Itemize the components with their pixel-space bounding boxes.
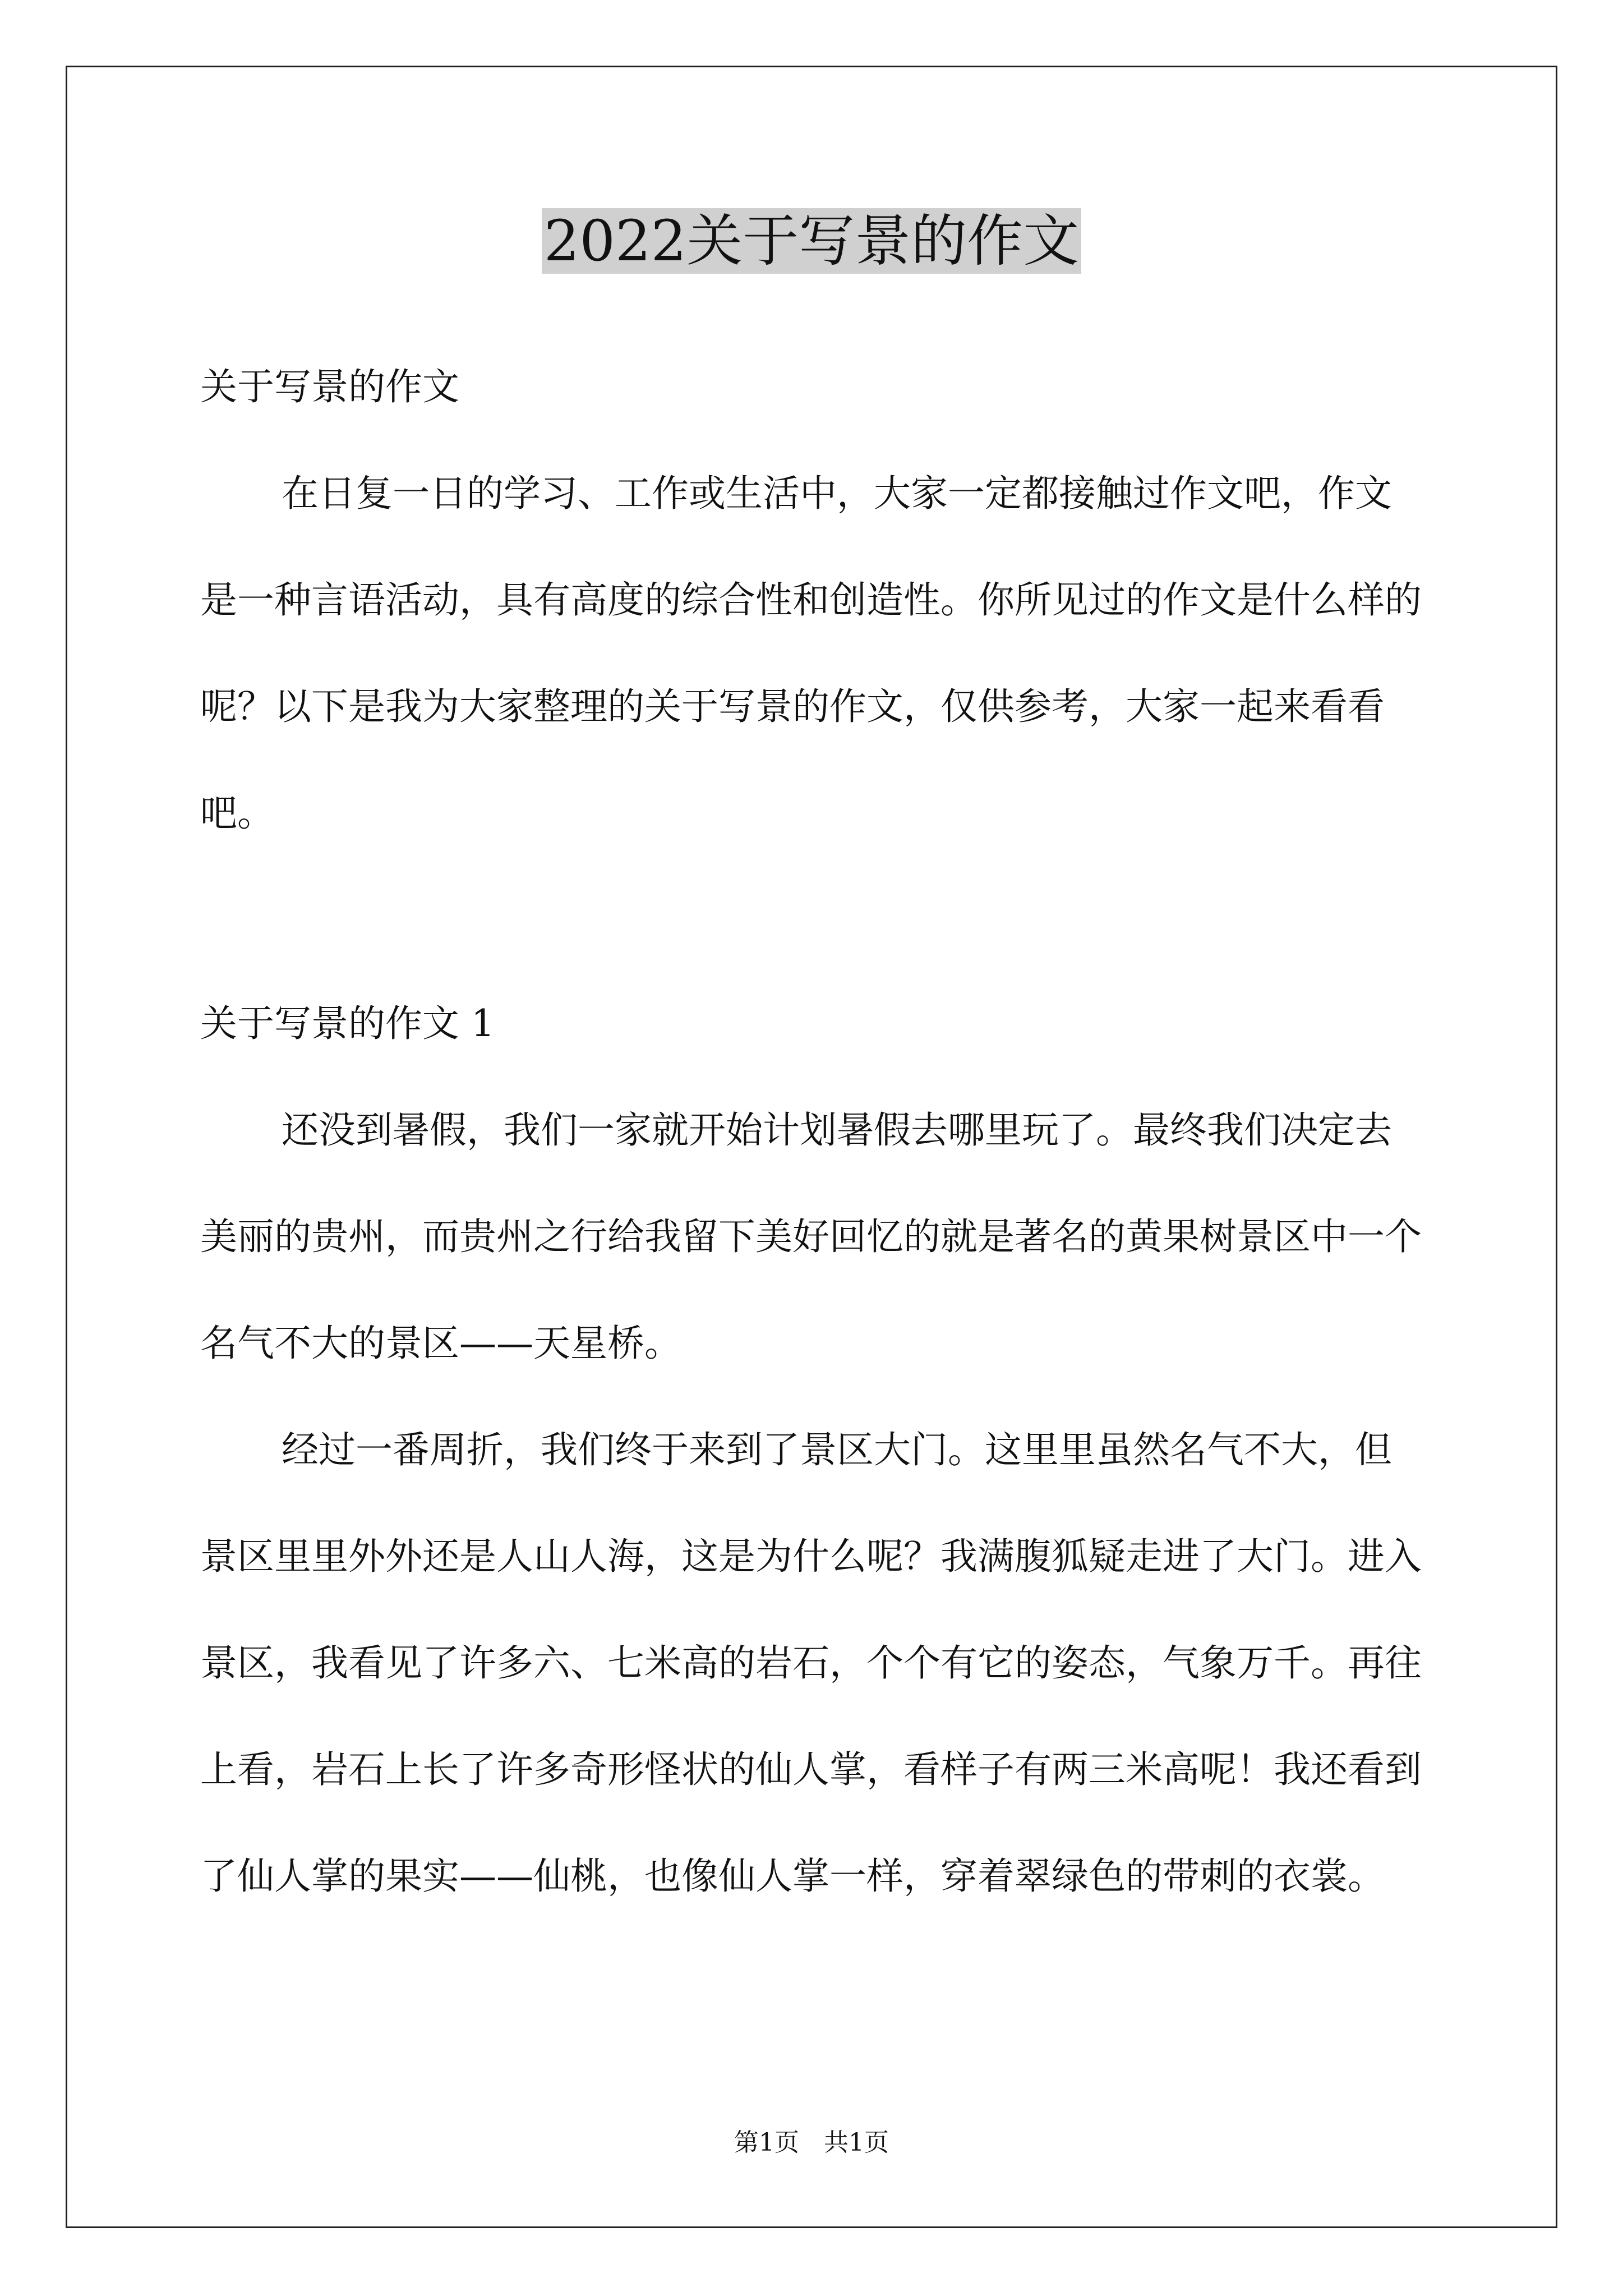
body-paragraph-1: 还没到暑假，我们一家就开始计划暑假去哪里玩了。最终我们决定去美丽的贵州，而贵州之行给我留下美好回忆的就是著名的黄果树景区中一个名气不大的景区——天星桥。 [200,1108,1422,1365]
intro-block [200,334,1423,867]
page-number: 第1页 共1页 [734,2128,889,2157]
section-1 [200,970,1423,1930]
intro-paragraph: 在日复一日的学习、工作或生活中，大家一定都接触过作文吧，作文是一种言语活动，具有高度的综合性和创造性。你所见过的作文是什么样的呢？以下是我为大家整理的关于写景的作文，仅供参考，大家一起来看看吧。 [200,472,1422,835]
section-heading: 关于写景的作文 1 [200,1002,495,1045]
document-title-text: 2022关于写景的作文 [542,208,1082,274]
document-title [0,205,1623,278]
page-footer [0,2126,1623,2160]
body-paragraph-2: 经过一番周折，我们终于来到了景区大门。这里里虽然名气不大，但景区里里外外还是人山人海，这是为什么呢？我满腹狐疑走进了大门。进入景区，我看见了许多六、七米高的岩石，个个有它的姿态，气象万千。再往上看，岩石上长了许多奇形怪状的仙人掌，看样子有两三米高呢！我还看到了仙人掌的果实——仙桃，也像仙人掌一样，穿着翠绿色的带刺的衣裳。 [200,1428,1422,1898]
subtitle: 关于写景的作文 [200,365,459,408]
